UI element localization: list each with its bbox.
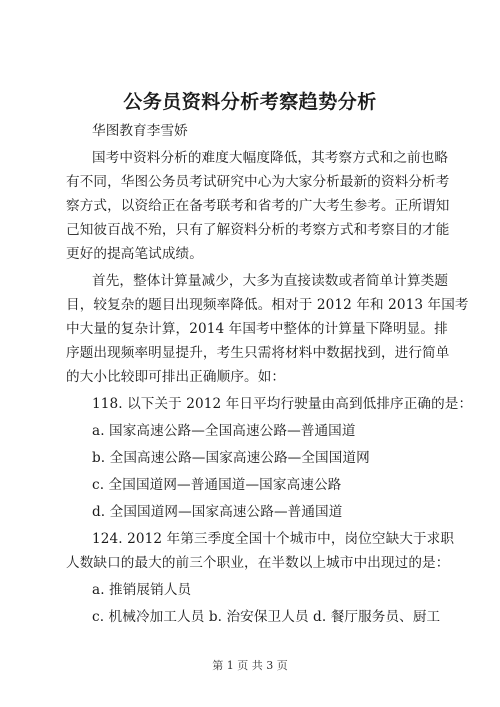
paragraph-line: 有不同，华图公务员考试研究中心为大家分析最新的资料分析考	[66, 174, 450, 190]
paragraph-line: 己知彼百战不殆，只有了解资料分析的考察方式和考察目的才能	[66, 222, 450, 238]
options-c-b-d: c. 机械冷加工人员 b. 治安保卫人员 d. 餐厅服务员、厨工	[92, 609, 441, 625]
paragraph-line: 序题出现频率明显提升，考生只需将材料中数据找到，进行简单	[66, 345, 450, 361]
paragraph-line: 首先，整体计算量减少，大多为直接读数或者简单计算类题	[92, 273, 449, 289]
paragraph-line: 的大小比较即可排出正确顺序。如：	[66, 369, 286, 385]
paragraph-line: 国考中资料分析的难度大幅度降低，其考察方式和之前也略	[92, 150, 449, 166]
question-124: 124. 2012 年第三季度全国十个城市中，岗位空缺大于求职	[92, 531, 455, 547]
option-b: b. 全国高速公路—国家高速公路—全国国道网	[92, 450, 370, 466]
document-title: 公务员资料分析考察趋势分析	[123, 91, 377, 113]
paragraph-line: 目，较复杂的题目出现频率降低。相对于 2012 年和 2013 年国考	[66, 297, 469, 313]
paragraph-line: 更好的提高笔试成绩。	[66, 246, 203, 262]
option-c: c. 全国国道网—普通国道—国家高速公路	[92, 477, 342, 493]
paragraph-line: 察方式，以资给正在备考联考和省考的广大考生参考。正所谓知	[66, 198, 450, 214]
option-a: a. 国家高速公路—全国高速公路—普通国道	[92, 423, 356, 439]
paragraph-line: 中大量的复杂计算，2014 年国考中整体的计算量下降明显。排	[66, 321, 448, 337]
option-d: d. 全国国道网—国家高速公路—普通国道	[92, 504, 343, 520]
question-124-cont: 人数缺口的最大的前三个职业，在半数以上城市中出现过的是：	[66, 555, 450, 571]
question-118: 118. 以下关于 2012 年日平均行驶量由高到低排序正确的是：	[92, 396, 473, 412]
author-line: 华图教育李雪娇	[92, 123, 188, 139]
option-a: a. 推销展销人员	[92, 582, 192, 598]
page-footer: 第 1 页 共 3 页	[212, 659, 288, 672]
